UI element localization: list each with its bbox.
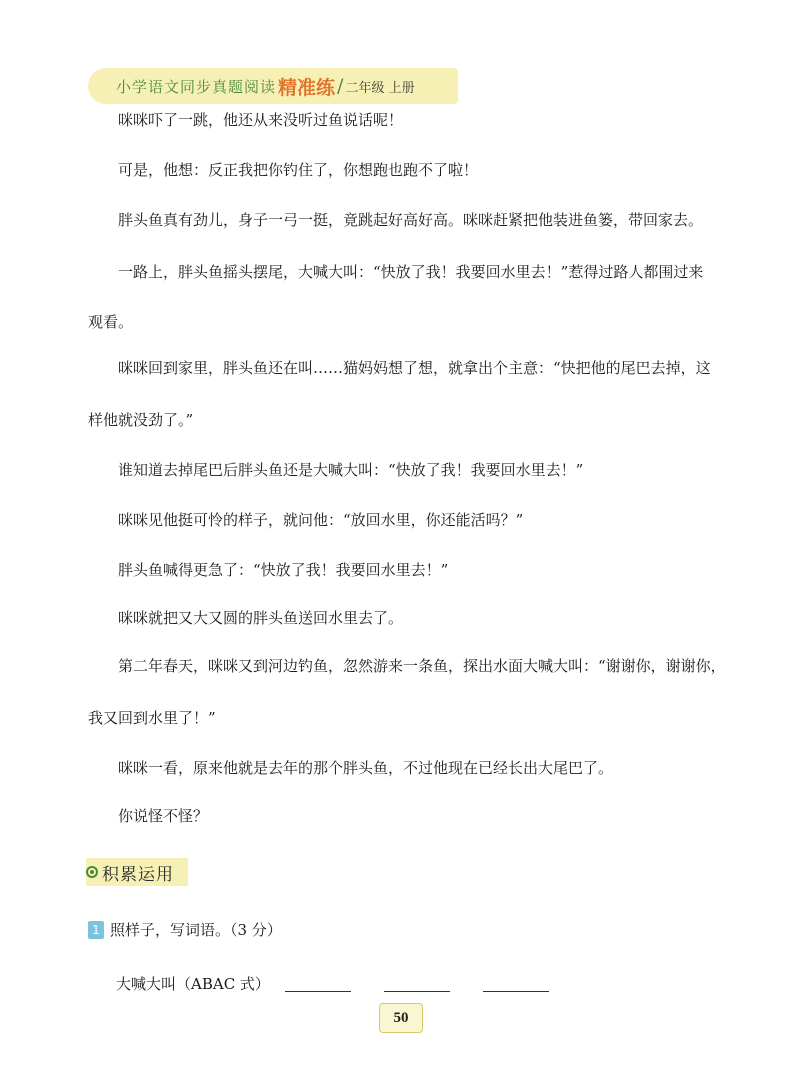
answer-blank-3[interactable] xyxy=(483,991,549,992)
example-word: 大喊大叫（ABAC 式） xyxy=(116,975,270,993)
brand-title: 精准练 xyxy=(278,76,336,99)
question-prompt: 照样子，写词语。（3 分） xyxy=(110,921,282,939)
story-paragraph-8: 胖头鱼喊得更急了：“快放了我！我要回水里去！” xyxy=(118,561,449,579)
story-paragraph-11: 咪咪一看，原来他就是去年的那个胖头鱼，不过他现在已经长出大尾巴了。 xyxy=(118,759,614,777)
bullet-circle-icon xyxy=(86,866,98,878)
question-number-badge: 1 xyxy=(88,921,104,939)
story-paragraph-4-cont: 观看。 xyxy=(88,313,134,331)
section-title: 积累运用 xyxy=(102,864,174,885)
story-paragraph-1: 咪咪吓了一跳，他还从来没听过鱼说话呢！ xyxy=(118,111,404,129)
answer-blank-2[interactable] xyxy=(384,991,450,992)
page-number: 50 xyxy=(379,1003,423,1033)
story-paragraph-7: 咪咪见他挺可怜的样子，就问他：“放回水里，你还能活吗？” xyxy=(118,511,524,529)
story-paragraph-9: 咪咪就把又大又圆的胖头鱼送回水里去了。 xyxy=(118,609,404,627)
story-paragraph-10: 第二年春天，咪咪又到河边钓鱼，忽然游来一条鱼，探出水面大喊大叫：“谢谢你，谢谢你， xyxy=(118,657,726,675)
story-paragraph-10-cont: 我又回到水里了！” xyxy=(88,709,216,727)
story-paragraph-3: 胖头鱼真有劲儿，身子一弓一挺，竟跳起好高好高。咪咪赶紧把他装进鱼篓，带回家去。 xyxy=(118,211,704,229)
grade-label: 二年级 上册 xyxy=(345,80,415,96)
answer-blank-1[interactable] xyxy=(285,991,351,992)
section-heading xyxy=(86,858,188,886)
question-1 xyxy=(88,919,282,940)
story-paragraph-5: 咪咪回到家里，胖头鱼还在叫……猫妈妈想了想，就拿出个主意：“快把他的尾巴去掉，这 xyxy=(118,359,711,377)
header-slash: / xyxy=(337,75,344,97)
story-paragraph-12: 你说怪不怪？ xyxy=(118,807,209,825)
series-title: 小学语文同步真题阅读 xyxy=(116,77,277,96)
story-paragraph-4: 一路上，胖头鱼摇头摆尾，大喊大叫：“快放了我！我要回水里去！”惹得过路人都围过来 xyxy=(118,263,704,281)
story-paragraph-6: 谁知道去掉尾巴后胖头鱼还是大喊大叫：“快放了我！我要回水里去！” xyxy=(118,461,584,479)
story-paragraph-5-cont: 样他就没劲了。” xyxy=(88,411,194,429)
book-header xyxy=(88,68,458,104)
story-paragraph-2: 可是，他想：反正我把你钓住了，你想跑也跑不了啦！ xyxy=(118,161,479,179)
